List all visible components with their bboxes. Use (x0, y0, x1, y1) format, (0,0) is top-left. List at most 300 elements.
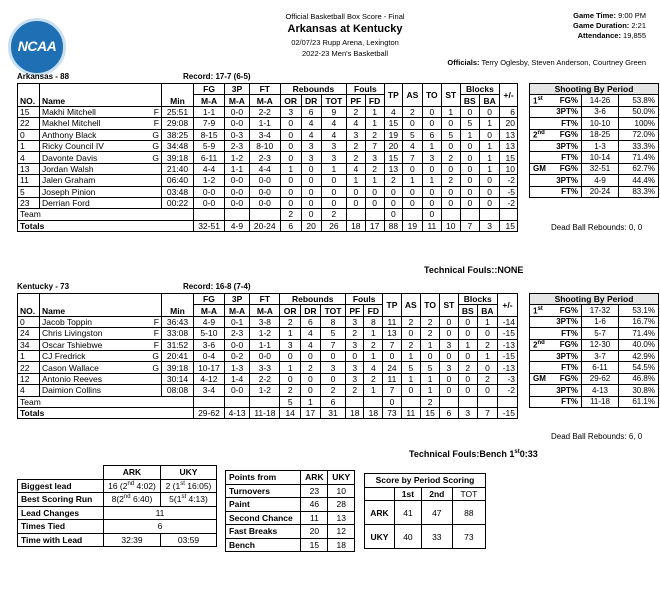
points-from-ark: 23 (301, 484, 328, 498)
totals-tot: 26 (321, 220, 346, 231)
player-reb-tot: 3 (321, 152, 346, 163)
team-assists (401, 396, 420, 407)
shooting-percent: 42.9% (619, 350, 659, 361)
points-from-uky-header: UKY (328, 471, 355, 485)
player-reb-tot: 5 (320, 328, 345, 339)
player-ba: 1 (480, 140, 500, 151)
player-or: 3 (280, 106, 301, 117)
player-fd: 7 (365, 140, 384, 151)
player-pf: 2 (346, 385, 364, 396)
player-turnovers: 3 (422, 152, 441, 163)
player-name (40, 175, 162, 186)
player-plus-minus: -13 (497, 362, 517, 373)
player-number: 1 (18, 350, 40, 361)
shooting-made-attempted: 11-18 (582, 396, 619, 407)
player-name (40, 163, 162, 174)
player-turnovers: 5 (421, 362, 440, 373)
player-number: 22 (18, 118, 40, 129)
col-ft-ma: M-A (249, 95, 280, 106)
shooting-made-attempted: 1-6 (582, 316, 619, 327)
player-name-text: Jalen Graham (42, 175, 96, 186)
shooting-percent: 30.8% (619, 385, 659, 396)
player-name-text: Chris Livingston (42, 328, 103, 339)
shooting-made-attempted: 1-3 (582, 140, 619, 151)
player-fd: 2 (365, 163, 384, 174)
shooting-percent: 53.1% (619, 305, 659, 316)
period-tot-header: TOT (452, 487, 485, 501)
shooting-percent: 71.4% (619, 328, 659, 339)
player-reb-tot: 2 (320, 385, 345, 396)
player-or: 2 (280, 385, 300, 396)
col-pm: +/- (500, 84, 518, 107)
player-dr: 6 (301, 106, 321, 117)
player-fd: 1 (365, 118, 384, 129)
player-ft: 0-0 (249, 197, 280, 208)
player-steals: 1 (442, 106, 460, 117)
player-fd: 1 (364, 350, 383, 361)
totals-st: 6 (440, 407, 458, 418)
player-fg: 8-15 (194, 129, 225, 140)
col-or: OR (280, 305, 300, 316)
shooting-row (530, 175, 659, 186)
player-steals: 0 (440, 328, 458, 339)
shooting-made-attempted: 6-11 (582, 362, 619, 373)
player-assists: 0 (401, 385, 420, 396)
player-name (40, 140, 162, 151)
period-total-score: 73 (452, 525, 485, 549)
player-minutes: 08:08 (162, 385, 194, 396)
player-turnovers: 1 (422, 175, 441, 186)
best-run-uky: 5(1st 4:13) (161, 493, 217, 507)
period-2-header: 2nd (421, 487, 452, 501)
player-3p: 0-0 (225, 186, 250, 197)
game-stats-table (17, 465, 217, 547)
player-steals: 0 (440, 373, 458, 384)
player-3p: 0-3 (225, 129, 250, 140)
col-name: Name (40, 84, 162, 107)
shooting-made-attempted: 3-6 (582, 106, 619, 117)
player-ft: 8-10 (249, 140, 280, 151)
player-dr: 0 (301, 186, 321, 197)
shooting-made-attempted: 3-7 (582, 350, 619, 361)
player-fd: 1 (364, 328, 383, 339)
shooting-made-attempted: 17-32 (582, 305, 619, 316)
player-pf: 3 (346, 373, 364, 384)
player-ba: 0 (480, 175, 500, 186)
ncaa-logo: NCAA (8, 18, 66, 76)
officials: Officials: Terry Oglesby, Steven Anderson, Courtney Green (447, 58, 646, 67)
player-reb-tot: 8 (320, 316, 345, 327)
col-fg: FG (194, 294, 225, 305)
player-assists: 2 (401, 316, 420, 327)
player-row (18, 118, 518, 129)
col-dr: DR (300, 305, 320, 316)
col-bs: BS (458, 305, 477, 316)
col-or: OR (280, 95, 301, 106)
player-minutes: 29:08 (162, 118, 194, 129)
player-ft: 1-2 (250, 385, 280, 396)
player-3p: 0-0 (225, 197, 250, 208)
totals-pm: 15 (500, 220, 518, 231)
player-minutes: 36:43 (162, 316, 194, 327)
team-points: 0 (384, 209, 402, 220)
col-min: Min (162, 84, 194, 107)
col-3p: 3P (225, 84, 250, 95)
col-ba: BA (480, 95, 500, 106)
player-row (18, 140, 518, 151)
player-or: 0 (280, 186, 301, 197)
player-points: 7 (383, 339, 401, 350)
player-dr: 4 (301, 118, 321, 129)
period-total-score: 88 (452, 501, 485, 525)
points-from-uky: 10 (328, 484, 355, 498)
team-reb-tot: 2 (321, 209, 346, 220)
player-row (18, 163, 518, 174)
player-fd: 1 (365, 175, 384, 186)
player-ba: 1 (480, 152, 500, 163)
player-row (18, 373, 518, 384)
shooting-made-attempted: 12-30 (582, 339, 619, 350)
player-points: 13 (383, 328, 401, 339)
points-from-row (226, 525, 355, 539)
player-or: 0 (280, 118, 301, 129)
player-3p: 1-4 (224, 373, 249, 384)
player-bs: 0 (460, 197, 480, 208)
player-bs: 0 (458, 385, 477, 396)
player-assists: 0 (403, 186, 423, 197)
player-pf: 3 (346, 316, 364, 327)
col-min: Min (162, 294, 194, 317)
totals-label: Totals (18, 407, 194, 418)
player-minutes: 34:48 (162, 140, 194, 151)
player-number: 34 (18, 339, 40, 350)
player-fd: 2 (365, 129, 384, 140)
player-steals: 0 (440, 350, 458, 361)
player-number: 13 (18, 163, 40, 174)
shooting-label: 3PT% (530, 106, 582, 117)
player-plus-minus: 20 (500, 118, 518, 129)
player-turnovers: 0 (422, 186, 441, 197)
player-reb-tot: 4 (321, 129, 346, 140)
shooting-label: FT% (530, 362, 582, 373)
player-pf: 0 (346, 350, 364, 361)
player-dr: 6 (300, 316, 320, 327)
player-turnovers: 1 (421, 385, 440, 396)
player-plus-minus: -13 (497, 339, 517, 350)
col-3p-ma: M-A (225, 95, 250, 106)
player-row (18, 106, 518, 117)
team-reb-tot: 6 (320, 396, 345, 407)
player-points: 11 (383, 373, 401, 384)
player-bs: 0 (460, 106, 480, 117)
col-bs: BS (460, 95, 480, 106)
col-tot: TOT (320, 305, 345, 316)
shooting-percent: 44.4% (619, 175, 659, 186)
player-assists: 1 (401, 373, 420, 384)
shooting-percent: 16.7% (619, 316, 659, 327)
player-or: 0 (280, 140, 301, 151)
player-row (18, 197, 518, 208)
game-info: Game Time: 9:00 PM Game Duration: 2:21 Attendance: 19,855 (573, 11, 646, 40)
col-ft-ma: M-A (250, 305, 280, 316)
shooting-label: FT% (530, 186, 582, 197)
team-row (18, 209, 518, 220)
player-ba: 0 (477, 362, 497, 373)
player-number: 11 (18, 175, 40, 186)
player-fg: 1-1 (194, 106, 225, 117)
player-points: 20 (384, 140, 402, 151)
player-plus-minus: -2 (500, 175, 518, 186)
player-number: 4 (18, 385, 40, 396)
player-fg: 0-4 (194, 350, 225, 361)
biggest-lead-label: Biggest lead (18, 479, 104, 493)
player-points: 15 (384, 118, 402, 129)
totals-st: 10 (442, 220, 460, 231)
player-plus-minus: -14 (497, 316, 517, 327)
player-steals: 3 (440, 339, 458, 350)
player-row (18, 362, 518, 373)
best-run-label: Best Scoring Run (18, 493, 104, 507)
player-dr: 0 (300, 350, 320, 361)
player-minutes: 31:52 (162, 339, 194, 350)
player-fg: 1-2 (194, 175, 225, 186)
col-no: NO. (18, 84, 40, 107)
col-ba: BA (477, 305, 497, 316)
player-reb-tot: 0 (321, 175, 346, 186)
player-points: 11 (383, 316, 401, 327)
times-tied-label: Times Tied (18, 520, 104, 534)
player-bs: 2 (458, 362, 477, 373)
player-row (18, 175, 518, 186)
team-label: Team (18, 396, 194, 407)
player-turnovers: 2 (421, 328, 440, 339)
player-or: 1 (280, 328, 300, 339)
player-bs: 0 (460, 152, 480, 163)
shooting-percent: 46.8% (619, 373, 659, 384)
player-ba: 2 (477, 373, 497, 384)
shooting-row (530, 316, 659, 327)
player-or: 0 (280, 175, 301, 186)
col-3p-ma: M-A (224, 305, 249, 316)
arkansas-title: Arkansas - 88 (17, 72, 70, 81)
player-name (40, 362, 162, 373)
shooting-made-attempted: 20-24 (582, 186, 619, 197)
points-from-title: Points from (226, 471, 301, 485)
player-position: G (152, 141, 159, 152)
player-bs: 1 (460, 129, 480, 140)
team-fg (194, 396, 225, 407)
time-with-lead-uky: 03:59 (161, 533, 217, 547)
player-points: 0 (383, 350, 401, 361)
points-from-row (226, 484, 355, 498)
player-name (40, 339, 162, 350)
shooting-percent: 33.3% (619, 140, 659, 151)
shooting-label: 3PT% (530, 385, 582, 396)
points-from-ark: 20 (301, 525, 328, 539)
player-fg: 7-9 (194, 118, 225, 129)
player-ba: 1 (480, 163, 500, 174)
col-pf: PF (346, 305, 364, 316)
player-pf: 3 (347, 129, 365, 140)
shooting-percent: 83.3% (619, 186, 659, 197)
player-reb-tot: 0 (320, 350, 345, 361)
player-turnovers: 0 (422, 197, 441, 208)
col-st: ST (440, 294, 458, 317)
player-minutes: 30:14 (162, 373, 194, 384)
player-ft: 3-8 (250, 316, 280, 327)
player-plus-minus: 13 (500, 140, 518, 151)
player-pf: 2 (346, 328, 364, 339)
player-or: 3 (280, 339, 300, 350)
shooting-label: 3PT% (530, 140, 582, 151)
player-bs: 0 (460, 163, 480, 174)
player-assists: 0 (403, 197, 423, 208)
player-dr: 4 (300, 339, 320, 350)
shooting-percent: 71.4% (619, 152, 659, 163)
totals-ba: 7 (477, 407, 497, 418)
player-assists: 0 (401, 328, 420, 339)
shooting-made-attempted: 4-13 (582, 385, 619, 396)
player-name (40, 129, 162, 140)
player-minutes: 33:08 (162, 328, 194, 339)
totals-tp: 4-9 (225, 220, 250, 231)
player-reb-tot: 4 (321, 118, 346, 129)
player-steals: 2 (442, 175, 460, 186)
col-pm: +/- (497, 294, 517, 317)
game-stats-ark-header: ARK (104, 466, 161, 480)
totals-dr: 20 (301, 220, 321, 231)
totals-bs: 3 (458, 407, 477, 418)
player-ft: 0-0 (249, 186, 280, 197)
player-ba: 0 (480, 106, 500, 117)
player-ba: 1 (477, 350, 497, 361)
team-plus-minus (497, 396, 517, 407)
player-3p: 0-0 (225, 118, 250, 129)
player-bs: 1 (458, 339, 477, 350)
player-reb-tot: 0 (321, 197, 346, 208)
time-with-lead-label: Time with Lead (18, 533, 104, 547)
col-rebounds: Rebounds (280, 294, 346, 305)
player-or: 1 (280, 163, 301, 174)
period-1-header: 1st (395, 487, 422, 501)
player-ba: 1 (477, 316, 497, 327)
player-turnovers: 0 (422, 163, 441, 174)
player-dr: 0 (300, 373, 320, 384)
totals-as: 11 (401, 407, 420, 418)
player-name-text: Anthony Black (42, 129, 97, 140)
points-from-uky: 28 (328, 498, 355, 512)
points-from-ark: 11 (301, 511, 328, 525)
player-name-text: Makhi Mitchell (42, 106, 96, 117)
period-1-score: 40 (395, 525, 422, 549)
team-ft (250, 396, 280, 407)
player-name (40, 186, 162, 197)
player-points: 7 (383, 385, 401, 396)
shooting-label: GM FG% (530, 373, 582, 384)
player-points: 13 (384, 163, 402, 174)
player-fd: 1 (365, 106, 384, 117)
shooting-percent: 62.7% (619, 163, 659, 174)
totals-bs: 7 (460, 220, 480, 231)
player-ft: 4-4 (249, 163, 280, 174)
player-fd: 8 (364, 316, 383, 327)
player-or: 0 (280, 350, 300, 361)
player-position: G (152, 362, 159, 373)
shooting-made-attempted: 5-7 (582, 328, 619, 339)
col-tot: TOT (321, 95, 346, 106)
player-row (18, 186, 518, 197)
player-number: 24 (18, 328, 40, 339)
player-points: 15 (384, 152, 402, 163)
points-from-ark-header: ARK (301, 471, 328, 485)
player-pf: 4 (347, 163, 365, 174)
totals-ba: 3 (480, 220, 500, 231)
totals-pts: 73 (383, 407, 401, 418)
player-number: 0 (18, 316, 40, 327)
player-ft: 3-3 (250, 362, 280, 373)
player-name (40, 152, 162, 163)
arkansas-technical-fouls: Technical Fouls::NONE (424, 265, 524, 275)
player-pf: 3 (346, 339, 364, 350)
points-from-row (226, 511, 355, 525)
shooting-label: 1st FG% (530, 95, 582, 106)
totals-to: 15 (421, 407, 440, 418)
shooting-title: Shooting By Period (530, 294, 659, 305)
team-pf (346, 396, 364, 407)
player-minutes: 25:51 (162, 106, 194, 117)
player-number: 5 (18, 186, 40, 197)
player-name-text: CJ Fredrick (42, 351, 86, 362)
player-plus-minus: -15 (497, 350, 517, 361)
player-ft: 1-1 (250, 339, 280, 350)
shooting-row (530, 362, 659, 373)
player-fg: 6-11 (194, 152, 225, 163)
arkansas-record: Record: 17-7 (6-5) (183, 72, 251, 81)
player-steals: 2 (442, 152, 460, 163)
shooting-label: GM FG% (530, 163, 582, 174)
player-fg: 3-4 (194, 385, 225, 396)
player-bs: 0 (458, 316, 477, 327)
player-plus-minus: -3 (497, 373, 517, 384)
shooting-label: 3PT% (530, 350, 582, 361)
player-number: 23 (18, 197, 40, 208)
player-plus-minus: -5 (500, 186, 518, 197)
player-position: F (153, 106, 159, 117)
player-name-text: Jacob Toppin (42, 316, 92, 327)
report-title: Official Basketball Box Score - Final (285, 12, 405, 21)
lead-changes-label: Lead Changes (18, 506, 104, 520)
player-fd: 2 (364, 373, 383, 384)
period-score-row (365, 525, 486, 549)
points-from-label: Bench (226, 538, 301, 552)
kentucky-record: Record: 16-8 (7-4) (183, 282, 251, 291)
kentucky-box-score (17, 293, 518, 419)
points-from-uky: 18 (328, 538, 355, 552)
totals-ft: 20-24 (249, 220, 280, 231)
points-from-label: Fast Breaks (226, 525, 301, 539)
player-name-text: Cason Wallace (42, 362, 99, 373)
player-row (18, 328, 518, 339)
player-minutes: 00:22 (162, 197, 194, 208)
player-bs: 0 (458, 328, 477, 339)
period-2-score: 47 (421, 501, 452, 525)
totals-row (18, 407, 518, 418)
shooting-row (530, 152, 659, 163)
player-steals: 0 (440, 385, 458, 396)
shooting-made-attempted: 4-9 (582, 175, 619, 186)
player-3p: 0-1 (224, 316, 249, 327)
col-no: NO. (18, 294, 40, 317)
